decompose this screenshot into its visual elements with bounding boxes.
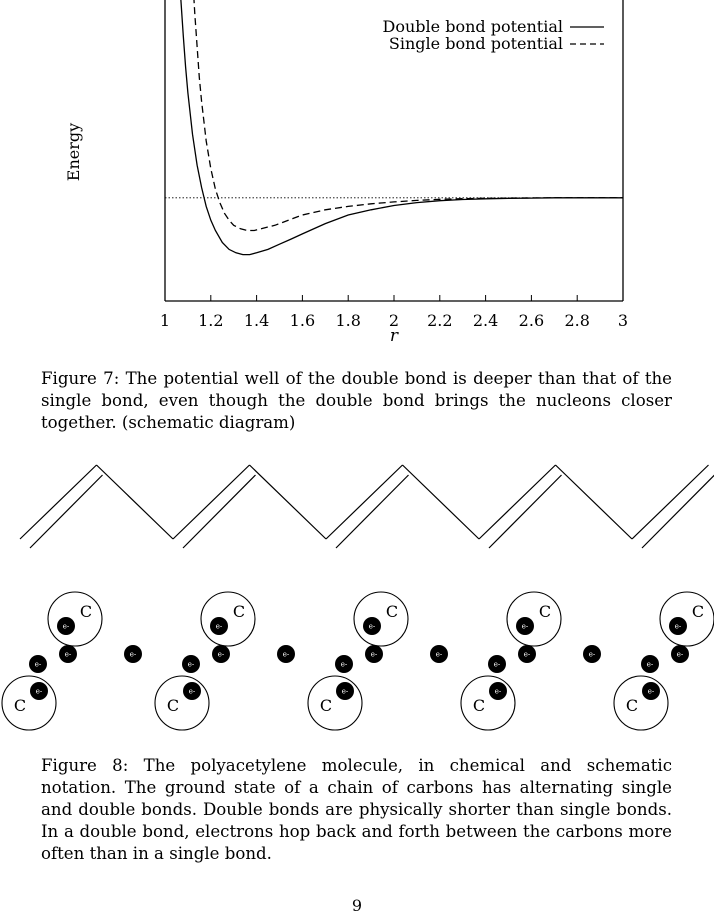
carbon-atom-circle (507, 592, 561, 646)
electron-label: e- (674, 622, 682, 631)
electron-label: e- (34, 660, 42, 669)
electron-label: e- (435, 650, 443, 659)
electron-label: e- (646, 660, 654, 669)
carbon-atom-circle (660, 592, 714, 646)
electron-label: e- (494, 687, 502, 696)
electron-label: e- (282, 650, 290, 659)
carbon-atom-label: C (385, 602, 399, 621)
carbon-atom-circle (2, 676, 56, 730)
single-bond-line (403, 465, 480, 539)
carbon-atom-label: C (691, 602, 705, 621)
electron-label: e- (588, 650, 596, 659)
page-number: 9 (351, 896, 363, 915)
y-axis-label: Energy (64, 122, 83, 182)
potential-energy-chart (0, 0, 714, 345)
carbon-atom-label: C (625, 696, 639, 715)
double-bond-line (30, 475, 103, 548)
double-bond-line (336, 475, 409, 548)
legend-single-label: Single bond potential (388, 34, 563, 53)
carbon-atom-circle (201, 592, 255, 646)
figure-7-caption: Figure 7: The potential well of the double bond is deeper than that of the single bond, even though the double bond brings the nucleons closer together. (schematic diagram) (41, 369, 672, 432)
electron-label: e- (35, 687, 43, 696)
carbon-atom-circle (155, 676, 209, 730)
electron-label: e- (676, 650, 684, 659)
legend (383, 17, 604, 53)
x-tick-label: 2.6 (518, 311, 545, 330)
electron-label: e- (64, 650, 72, 659)
carbon-atom-circle (461, 676, 515, 730)
carbon-atom-label: C (166, 696, 180, 715)
x-tick-label: 1.6 (289, 311, 316, 330)
electron-label: e- (370, 650, 378, 659)
x-tick-label: 1.8 (335, 311, 361, 330)
electron-label: e- (188, 687, 196, 696)
double-bond-line (489, 475, 562, 548)
x-tick-label: 2.4 (472, 311, 499, 330)
carbon-atom-circle (354, 592, 408, 646)
polyacetylene-diagram (0, 455, 714, 745)
carbon-atom-label: C (472, 696, 486, 715)
electron-label: e- (341, 687, 349, 696)
x-tick-label: 3 (617, 311, 629, 330)
double-bond-line (326, 465, 403, 539)
electron-label: e- (493, 660, 501, 669)
x-tick-label: 1.2 (198, 311, 224, 330)
carbon-atom-label: C (13, 696, 27, 715)
electron-label: e- (340, 660, 348, 669)
x-axis-label: r (389, 326, 399, 345)
double-bond-line (632, 465, 709, 539)
x-tick-label: 1 (159, 311, 171, 330)
double-bond-line (183, 475, 256, 548)
legend-double-label: Double bond potential (382, 17, 563, 36)
single-bond-line (250, 465, 327, 539)
double-bond-line (173, 465, 250, 539)
single-bond-line (556, 465, 633, 539)
electron-label: e- (647, 687, 655, 696)
x-tick-label: 2.8 (564, 311, 590, 330)
single-bond-line (97, 465, 174, 539)
carbon-atom-circle (48, 592, 102, 646)
electron-label: e- (62, 622, 70, 631)
electron-label: e- (368, 622, 376, 631)
schematic-notation (2, 592, 714, 730)
electron-label: e- (187, 660, 195, 669)
x-tick-group (160, 295, 628, 330)
x-tick-label: 1.4 (243, 311, 270, 330)
carbon-atom-circle (308, 676, 362, 730)
carbon-atom-label: C (319, 696, 333, 715)
double-bond-line (642, 475, 714, 548)
x-tick-label: 2 (388, 311, 400, 330)
figure-8-caption: Figure 8: The polyacetylene molecule, in chemical and schematic notation. The ground state of a chain of carbons has alternating single and double bonds. Double bonds are physically shorter than single bonds. In a double bond, electrons hop back and forth between the carbons more often than in a single bond. (41, 756, 672, 863)
electron-label: e- (215, 622, 223, 631)
electron-label: e- (523, 650, 531, 659)
electron-label: e- (129, 650, 137, 659)
electron-label: e- (217, 650, 225, 659)
x-tick-label: 2.2 (427, 311, 453, 330)
double-bond-line (20, 465, 97, 539)
carbon-atom-label: C (232, 602, 246, 621)
double-bond-line (479, 465, 556, 539)
carbon-atom-label: C (79, 602, 93, 621)
electron-label: e- (521, 622, 529, 631)
carbon-atom-label: C (538, 602, 552, 621)
carbon-atom-circle (614, 676, 668, 730)
zigzag-chemical-notation (20, 465, 714, 548)
